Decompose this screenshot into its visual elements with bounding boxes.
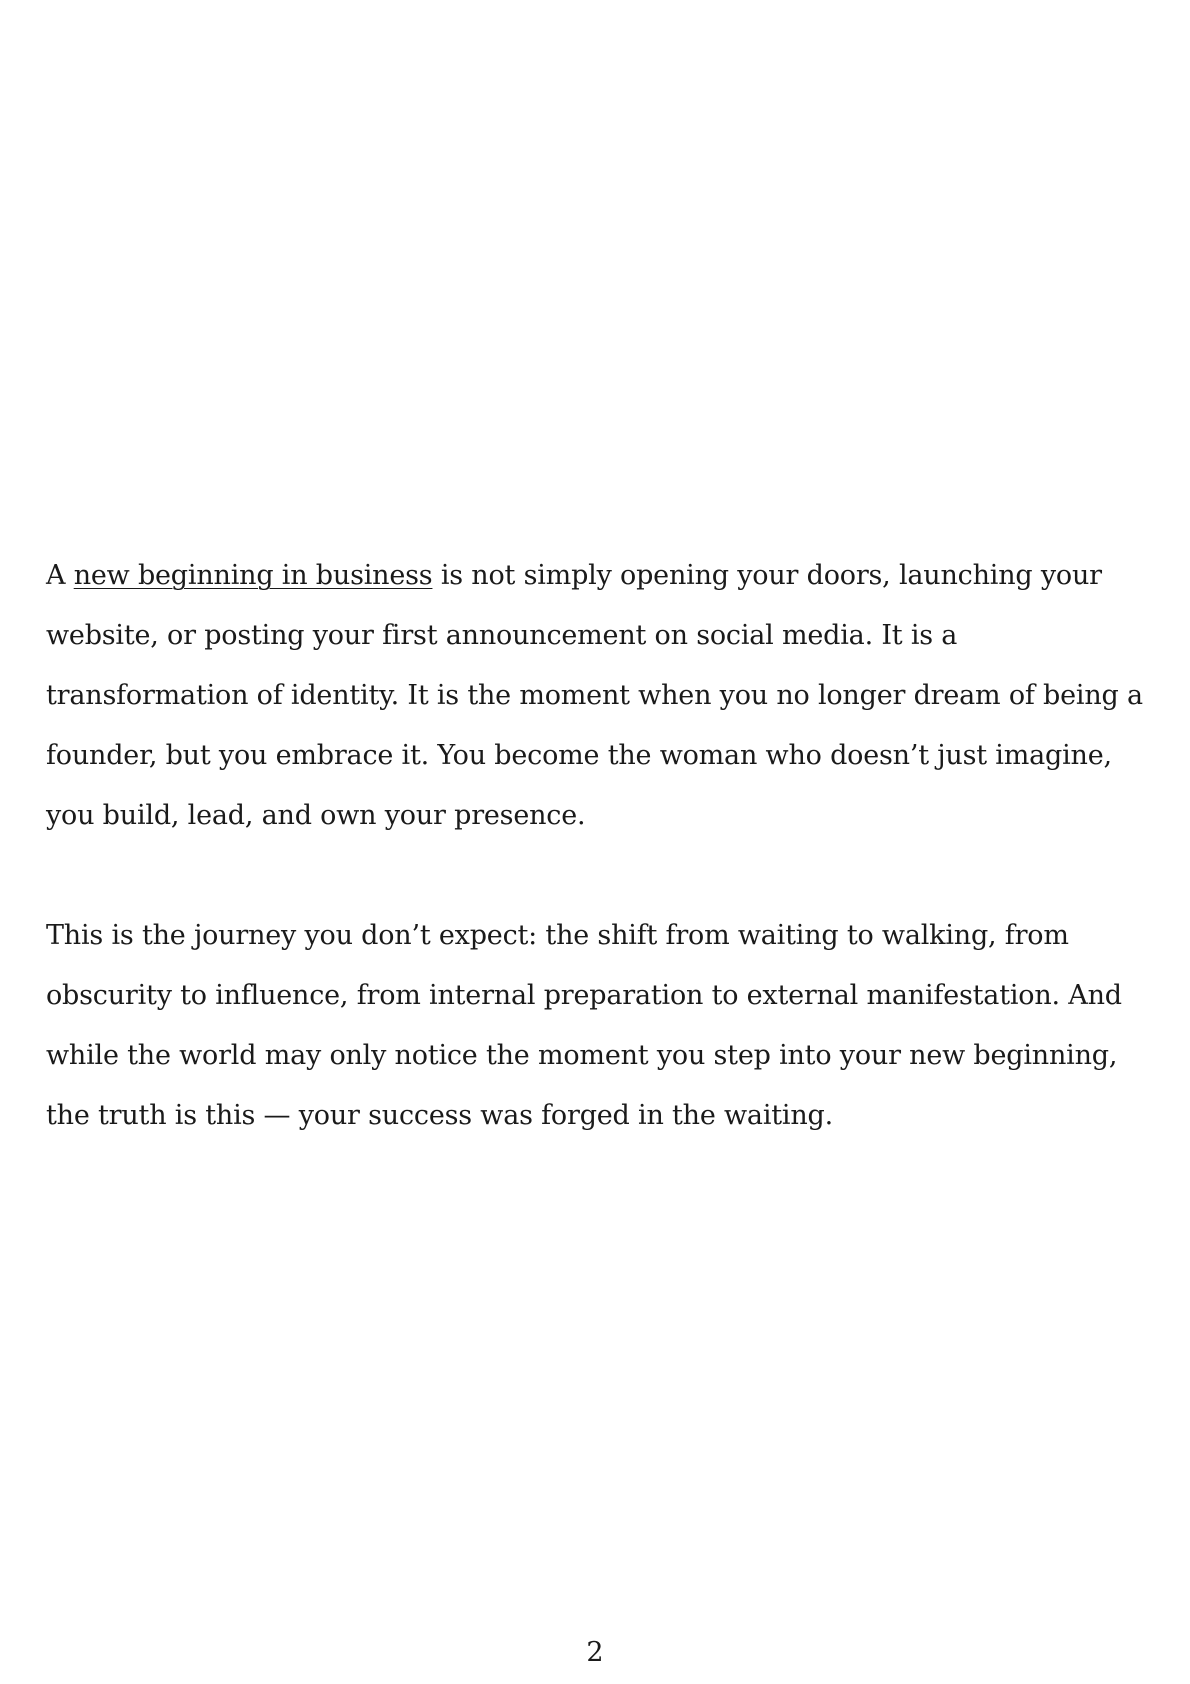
paragraph-1: [46, 546, 1156, 846]
paragraph-1-rest: is not simply opening your doors, launching your website, or posting your first announcement on social media. It is a transformation of identity. It is the moment when you no longer dream of being a founder, but you embrace it. You become the woman who doesn’t just imagine, you build, lead, and own your presence.: [46, 560, 1143, 831]
paragraph-2: This is the journey you don’t expect: the shift from waiting to walking, from obscurity to influence, from internal preparation to external manifestation. And while the world may only notice the moment you step into your new beginning, the truth is this — your success was forged in the waiting.: [46, 920, 1122, 1131]
new-beginning-link[interactable]: new beginning in business: [73, 560, 433, 591]
page-number: 2: [586, 1637, 604, 1668]
paragraph-1-prefix: A: [46, 560, 74, 591]
body-text: [46, 546, 1156, 1146]
